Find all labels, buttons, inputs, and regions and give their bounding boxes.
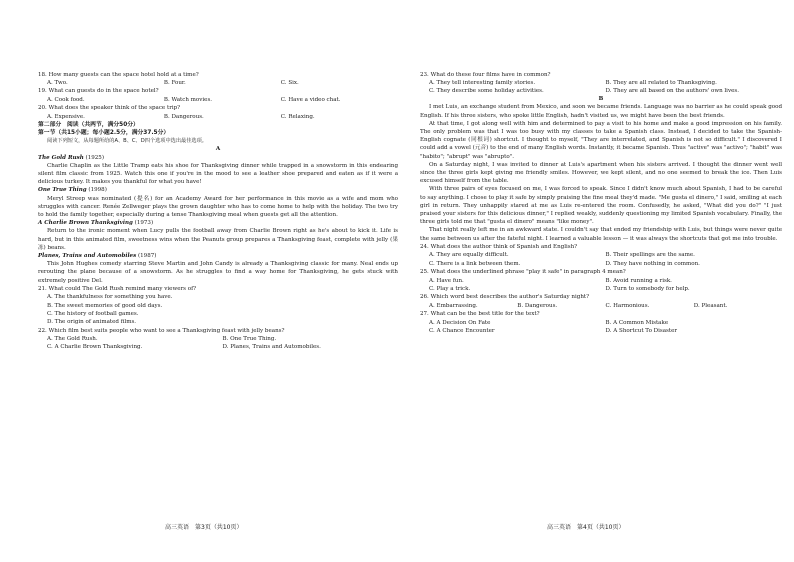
question-25 — [420, 268, 782, 293]
page-footer-right: 高三英语 第4页（共10页） — [547, 524, 625, 531]
left-page — [38, 70, 398, 351]
film-name: The Gold Rush — [38, 154, 84, 161]
option-a: A. Expensive. — [47, 113, 85, 120]
question-19 — [38, 87, 398, 103]
option-d: D. They are all based on the authors' own lives. — [605, 87, 739, 94]
option-d: D. Turn to somebody for help. — [605, 285, 690, 292]
option-c: C. Play a trick. — [429, 285, 471, 292]
question-21 — [38, 285, 398, 326]
options — [420, 277, 782, 293]
options — [420, 302, 782, 310]
options — [420, 251, 782, 267]
question-23 — [420, 71, 782, 96]
option-d: D. The origin of animated films. — [47, 319, 137, 326]
option-b: B. One True Thing. — [222, 336, 277, 342]
option-b: B. Their spellings are the same. — [605, 252, 695, 259]
question-stem: 26. Which word best describes the author's Saturday night? — [420, 294, 590, 301]
question-stem: 25. What does the underlined phrase "play it safe" in paragraph 4 mean? — [420, 269, 626, 276]
options — [38, 96, 398, 104]
question-18 — [38, 71, 398, 87]
option-b: B. Dangerous. — [517, 302, 558, 309]
option-a: A. Have fun. — [429, 277, 464, 284]
options — [38, 335, 398, 351]
option-d: D. Pleasant. — [693, 302, 728, 309]
right-page — [420, 70, 782, 335]
section-heading: 第一节（共15小题；每小题2.5分，满分37.5分） — [38, 129, 170, 136]
option-c: C. Six. — [280, 79, 299, 86]
options — [38, 79, 398, 87]
question-stem: 18. How many guests can the space hotel hold at a time? — [38, 71, 199, 78]
option-a: A. Cook food. — [47, 96, 85, 103]
option-c: C. There is a link between them. — [429, 260, 521, 267]
film-name: Planes, Trains and Automobiles — [38, 252, 137, 259]
passage-label: B — [598, 96, 604, 103]
option-b: B. They are all related to Thanksgiving. — [605, 79, 717, 86]
film-year: (1987) — [136, 252, 157, 259]
passage-label: A — [215, 146, 221, 153]
question-stem: 19. What can guests do in the space hotel? — [38, 88, 159, 95]
film-title — [38, 252, 398, 260]
question-24 — [420, 243, 782, 268]
instructions: 阅读下列短文，从每题所给的A、B、C、D四个选项中选出最佳选项。 — [47, 138, 207, 145]
film-year: (1973) — [132, 220, 154, 227]
page-footer-left: 高三英语 第3页（共10页） — [165, 524, 243, 531]
option-c: C. Harmonious. — [605, 302, 650, 309]
option-a: A. Two. — [47, 79, 68, 86]
film-year: (1925) — [83, 154, 104, 161]
paragraph: Meryl Streep was nominated (提名) for an Academy Award for her performance in this movie as a wife and mom who struggles with cancer. Renée Zellweger plays the grown daughter who has to come home to help with the holiday. The two try to hold the family together, especially during a tense Thanksgiving meal when guests get all the attention. — [38, 195, 398, 218]
paragraph: Charlie Chaplin as the Little Tramp eats his shoe for Thanksgiving dinner while trapped in a snowstorm in this endearing silent film classic from 1925. Watch this one if you're in the mood to see a leather shoe prepared and eaten as if it were a delicious turkey. It makes you thankful for what you have! — [38, 162, 398, 186]
options — [38, 293, 398, 326]
film-title — [38, 219, 398, 227]
option-c: C. A Charlie Brown Thanksgiving. — [47, 344, 143, 351]
paragraph: With three pairs of eyes focused on me, I was forced to speak. Since I didn't know much about Spanish, I had to be careful to say anything. I chose to play it safe by simply praising the fine meal they'd made. "Me gusta el dinero," I said, smiling at each girl in return. They unhappily stared at me as Luis re-entered the room. Confusedly, he asked, "What did you do?" "I just praised your sisters for this delicious dinner," I replied weakly, suddenly questioning my limited Spanish vocabulary. Finally, the three girls told me that "gusta el dinero" means "like money". — [420, 186, 782, 226]
options — [420, 79, 782, 95]
paragraph: At that time, I got along well with him and determined to pay a visit to his home and make a good impression on his family. The only problem was that I was too busy with my classes to take a Spanish class. Instead, I decided to take the Spanish-English cognate (同根词) shortcut. I thought to myself, "They are interrelated, and Spanish is not so difficult." I discovered I could add a vowel (元音) to the end of many English words. Instantly, it became Spanish. Thus "active" was "activo"; "habit" was "habito"; "abrupt" was "abrupto". — [420, 120, 782, 160]
film-title — [38, 154, 398, 162]
option-b: B. A Common Mistake — [605, 319, 669, 326]
option-a: A. The thankfulness for something you have. — [47, 294, 173, 301]
paragraph: This John Hughes comedy starring Steve Martin and John Candy is already a Thanksgiving classic for many. Neal ends up rerouting the plane because of a snowstorm. As he struggles to find a way home for Thanksgiving, he gets stuck with extremely positive Del. — [38, 261, 398, 284]
option-b: B. Watch movies. — [163, 96, 213, 103]
question-20 — [38, 104, 398, 120]
question-22 — [38, 327, 398, 352]
option-a: A. Embarrassing. — [429, 302, 478, 309]
options — [38, 113, 398, 121]
option-c: C. Have a video chat. — [280, 96, 341, 103]
option-d: D. Planes, Trains and Automobiles. — [222, 344, 321, 351]
question-26 — [420, 293, 782, 309]
option-d: D. A Shortcut To Disaster — [605, 327, 678, 334]
option-c: C. A Chance Encounter — [429, 327, 495, 334]
paragraph: I met Luis, an exchange student from Mexico, and soon we became friends. Language was no barrier as he could speak good English. If his three sisters, who spoke little English, hadn't visited us, we might have been the best friends. — [420, 104, 782, 119]
option-b: B. The sweet memories of good old days. — [47, 302, 163, 309]
paragraph: Return to the ironic moment when Lucy pulls the football away from Charlie Brown right as he's about to kick it. Life is hard, but in this animated film, sweetness wins when the Peanuts group prepares a Thanksgiving feast, complete with jelly (果冻) beans. — [38, 228, 398, 251]
question-stem: 21. What could The Gold Rush remind many viewers of? — [38, 286, 197, 293]
option-a: A. They are equally difficult. — [429, 252, 509, 259]
option-b: B. Avoid running a risk. — [605, 277, 672, 284]
option-d: D. They have nothing in common. — [605, 260, 700, 267]
option-c: C. They describe some holiday activities. — [429, 87, 544, 94]
option-b: B. Dangerous. — [163, 113, 204, 120]
question-27 — [420, 310, 782, 335]
option-a: A. A Decision On Fate — [429, 319, 491, 326]
part-heading: 第二部分 阅读（共两节，满分50分） — [38, 121, 139, 128]
film-name: A Charlie Brown Thanksgiving — [38, 220, 133, 227]
film-title — [38, 186, 398, 194]
paragraph: On a Saturday night, I was invited to dinner at Luis's apartment when his sisters arrived. I thought the dinner went well since the three girls kept giving me friendly smiles. However, we kept silent, and no one seemed to break the ice. Then Luis excused himself from the table. — [420, 161, 782, 185]
paragraph: That night really left me in an awkward state. I couldn't say that ended my friendship with Luis, but things were never quite the same between us after the fateful night. I learned a valuable lesson — it was always the shortcuts that got me into trouble. — [420, 227, 782, 242]
option-a: A. They tell interesting family stories. — [429, 79, 536, 86]
film-name: One True Thing — [38, 187, 87, 194]
option-c: C. The history of football games. — [47, 310, 139, 317]
film-year: (1998) — [86, 187, 107, 194]
question-stem: 24. What does the author think of Spanish and English? — [420, 244, 578, 251]
question-stem: 20. What does the speaker think of the space trip? — [38, 105, 181, 112]
question-stem: 22. Which film best suits people who want to see a Thanksgiving feast with jelly beans? — [38, 327, 285, 334]
question-stem: 23. What do these four films have in common? — [420, 71, 551, 78]
option-a: A. The Gold Rush. — [47, 336, 98, 342]
question-stem: 27. What can be the best title for the text? — [420, 311, 540, 318]
option-b: B. Four. — [163, 79, 186, 86]
options — [420, 319, 782, 335]
option-c: C. Relaxing. — [280, 113, 315, 120]
